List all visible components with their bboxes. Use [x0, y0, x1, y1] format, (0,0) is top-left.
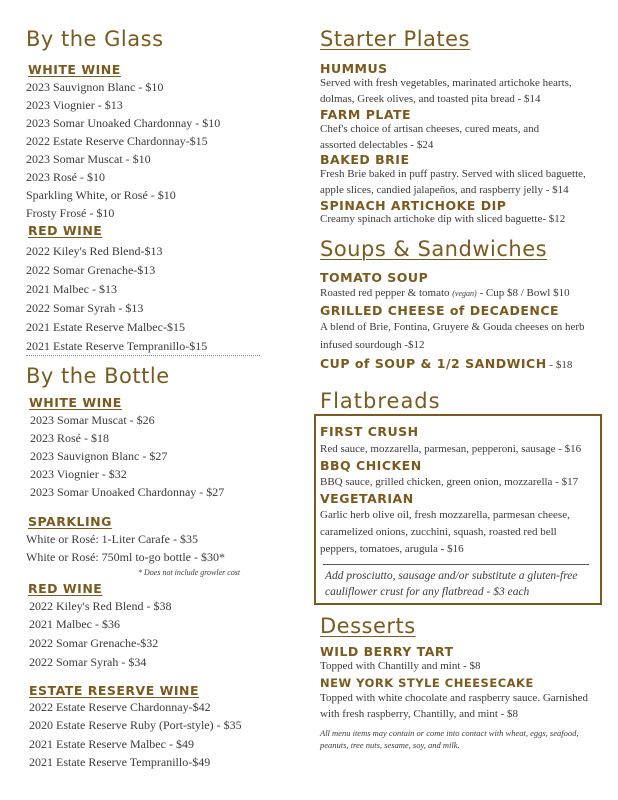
grilled-cheese-name: GRILLED CHEESE of DECADENCE [320, 303, 560, 318]
tomato-soup-name: TOMATO SOUP [320, 270, 429, 285]
glass-red-wine-heading: RED WINE [28, 223, 103, 238]
list-item: 2021 Estate Reserve Malbec - $49 [29, 737, 194, 751]
list-item: 2023 Sauvignon Blanc - $27 [30, 449, 168, 463]
bottle-red-wine-heading: RED WINE [28, 581, 103, 596]
vegetarian-name: VEGETARIAN [320, 491, 414, 506]
estate-reserve-heading: ESTATE RESERVE WINE [29, 683, 200, 698]
list-item: 2023 Viognier - $32 [30, 467, 127, 481]
list-item: 2023 Sauvignon Blanc - $10 [26, 80, 164, 94]
list-item: 2023 Somar Unoaked Chardonnay - $10 [26, 116, 221, 130]
spinach-dip-desc: Creamy spinach artichoke dip with sliced baguette- $12 [320, 213, 566, 225]
starter-plates-title: Starter Plates [320, 27, 470, 51]
list-item: 2022 Kiley's Red Blend-$13 [26, 244, 163, 258]
list-item: 2021 Estate Reserve Tempranillo-$49 [29, 755, 211, 769]
wild-berry-tart-name: WILD BERRY TART [320, 644, 454, 659]
list-item: 2022 Estate Reserve Chardonnay-$15 [26, 134, 208, 148]
tomato-soup-desc: Roasted red pepper & tomato (vegan) - Cup $8 / Bowl $10 [320, 287, 570, 299]
bbq-chicken-desc: BBQ sauce, grilled chicken, green onion, mozzarella - $17 [320, 476, 579, 488]
list-item: Sparkling White, or Rosé - $10 [26, 188, 176, 202]
list-item: 2023 Rosé - $10 [26, 170, 105, 184]
flatbread-add-on-note: Add prosciutto, sausage and/or substitute a gluten-free cauliflower crust for any flatbread - $3 each [325, 570, 578, 598]
allergen-notice: All menu items may contain or come into contact with wheat, eggs, seafood, peanuts, tree nuts, sesame, soy, and milk. [320, 728, 579, 750]
baked-brie-name: BAKED BRIE [320, 152, 410, 167]
divider [323, 564, 589, 565]
list-item: 2023 Viognier - $13 [26, 98, 123, 112]
list-item: 2023 Somar Muscat - $26 [30, 413, 155, 427]
list-item: 2023 Somar Unoaked Chardonnay - $27 [30, 485, 225, 499]
soup-sandwich-combo: CUP of SOUP & 1/2 SANDWICH - $18 [320, 356, 573, 371]
list-item: 2020 Estate Reserve Ruby (Port-style) - $35 [29, 718, 242, 732]
bottle-white-wine-heading: WHITE WINE [29, 395, 122, 410]
list-item: White or Rosé: 1-Liter Carafe - $35 [26, 532, 198, 546]
bbq-chicken-name: BBQ CHICKEN [320, 458, 422, 473]
vegetarian-desc: Garlic herb olive oil, fresh mozzarella, parmesan cheese, caramelized onions, zucchini, squash, roasted red bell peppers, tomatoes, arugula - $16 [320, 509, 570, 555]
by-the-glass-title: By the Glass [26, 27, 164, 51]
glass-white-wine-heading: WHITE WINE [28, 62, 121, 77]
list-item: 2022 Somar Grenache-$32 [29, 636, 159, 650]
cheesecake-name: NEW YORK STYLE CHEESECAKE [320, 676, 534, 690]
soups-sandwiches-title: Soups & Sandwiches [320, 237, 548, 261]
list-item: 2022 Somar Syrah - $34 [29, 655, 147, 669]
list-item: 2021 Malbec - $36 [29, 617, 120, 631]
first-crush-desc: Red sauce, mozzarella, parmesan, pepperoni, sausage - $16 [320, 443, 582, 455]
hummus-desc: Served with fresh vegetables, marinated artichoke hearts, dolmas, Greek olives, and toasted pita bread - $14 [320, 77, 572, 105]
list-item: 2022 Estate Reserve Chardonnay-$42 [29, 700, 211, 714]
by-the-bottle-title: By the Bottle [26, 364, 170, 388]
list-item: 2022 Somar Syrah - $13 [26, 301, 144, 315]
list-item: 2022 Somar Grenache-$13 [26, 263, 156, 277]
grilled-cheese-desc: A blend of Brie, Fontina, Gruyere & Gouda cheeses on herb infused sourdough -$12 [320, 321, 585, 351]
sparkling-heading: SPARKLING [28, 514, 112, 529]
list-item: 2023 Rosé - $18 [30, 431, 109, 445]
list-item: 2021 Estate Reserve Malbec-$15 [26, 320, 185, 334]
list-item: Frosty Frosé - $10 [26, 206, 115, 220]
flatbreads-title: Flatbreads [320, 389, 441, 413]
first-crush-name: FIRST CRUSH [320, 424, 419, 439]
list-item: 2022 Kiley's Red Blend - $38 [29, 599, 172, 613]
baked-brie-desc: Fresh Brie baked in puff pastry. Served with sliced baguette, apple slices, candied jalapeños, and raspberry jelly - $14 [320, 168, 586, 196]
growler-note: * Does not include growler cost [138, 568, 241, 577]
farm-plate-desc: Chef's choice of artisan cheeses, cured meats, and assorted delectables - $24 [320, 123, 540, 151]
list-item: 2021 Estate Reserve Tempranillo-$15 [26, 339, 208, 353]
list-item: White or Rosé: 750ml to-go bottle - $30* [26, 550, 225, 564]
desserts-title: Desserts [320, 614, 416, 638]
wild-berry-tart-desc: Topped with Chantilly and mint - $8 [320, 660, 481, 672]
list-item: 2023 Somar Muscat - $10 [26, 152, 151, 166]
list-item: 2021 Malbec - $13 [26, 282, 117, 296]
cheesecake-desc: Topped with white chocolate and raspberry sauce. Garnished with fresh raspberry, Chantilly, and mint - $8 [320, 692, 589, 720]
divider [26, 355, 260, 356]
spinach-dip-name: SPINACH ARTICHOKE DIP [320, 198, 507, 213]
farm-plate-name: FARM PLATE [320, 107, 412, 122]
hummus-name: HUMMUS [320, 61, 388, 76]
